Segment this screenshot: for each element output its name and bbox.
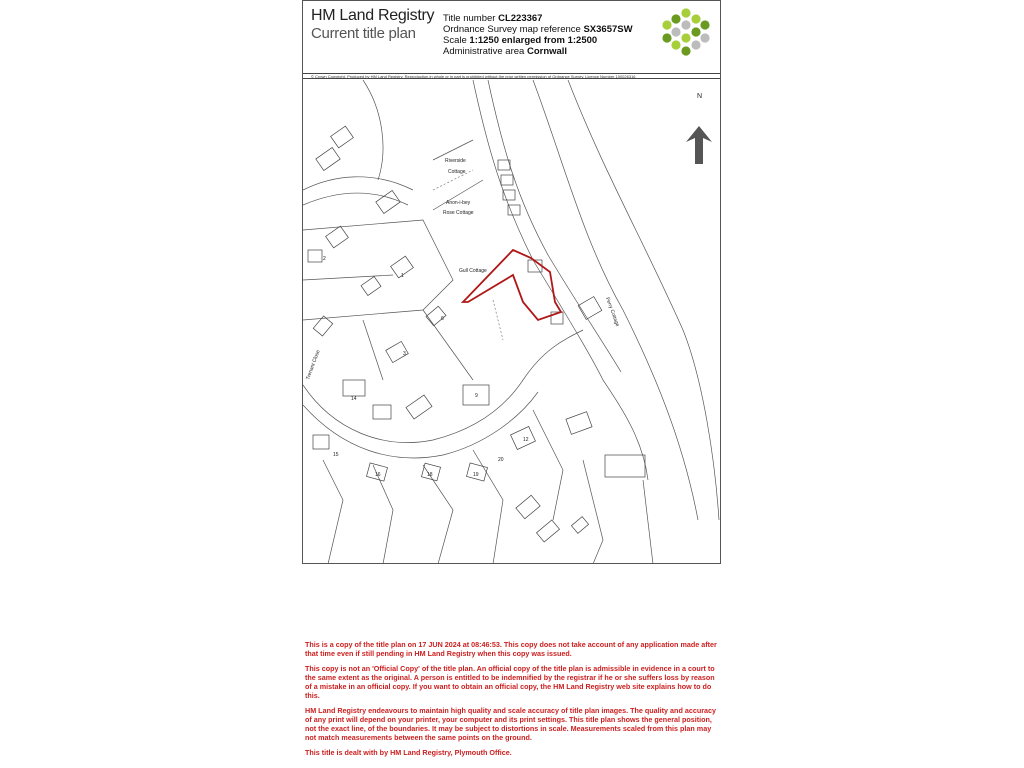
building — [406, 395, 432, 419]
label-house-18: 18 — [427, 472, 433, 478]
building — [605, 455, 645, 477]
label-house-6: 6 — [441, 316, 444, 322]
label-house-3: 3 — [403, 351, 406, 357]
boundary-line — [423, 465, 453, 564]
building — [331, 126, 354, 148]
hm-land-registry-logo-icon — [661, 7, 711, 57]
upper-road — [303, 177, 413, 190]
title-number-label: Title number — [443, 13, 496, 24]
riverside-lane — [473, 80, 648, 480]
title-plan-notice — [305, 640, 720, 763]
boundary-line — [433, 140, 473, 160]
title-boundary — [463, 250, 561, 320]
title-number: CL223367 — [498, 13, 543, 24]
building — [361, 276, 381, 295]
notice-office: This title is dealt with by HM Land Registry, Plymouth Office. — [305, 748, 512, 757]
label-house-9: 9 — [475, 393, 478, 399]
boundary-line — [583, 460, 603, 564]
boundary-line — [323, 460, 343, 564]
label-house-20: 20 — [498, 457, 504, 463]
north-lane — [363, 80, 383, 180]
river-bank-west — [533, 80, 698, 520]
brand-name: HM Land Registry — [311, 7, 435, 24]
building — [501, 175, 513, 185]
building — [313, 435, 329, 449]
building — [308, 250, 322, 262]
label-anon-i-bey: Anon-i-bey — [446, 200, 471, 206]
admin-area-row — [443, 46, 567, 57]
building — [373, 405, 391, 419]
label-house-2: 2 — [323, 256, 326, 262]
label-house-1: 1 — [401, 273, 404, 279]
notice-official-copy: This copy is not an 'Official Copy' of the title plan. An official copy of the title plan is admissible in evidence in a court to the same extent as the original. A person is entitled to be indemnified by the registrar if he or she suffers loss by reason of a mistake in an official copy. If you want to obtain an official copy, the HM Land Registry web site explains how to do this. — [305, 664, 715, 700]
label-gull-cottage: Gull Cottage — [459, 268, 487, 274]
label-trenant-close: Trenant Close — [305, 349, 322, 381]
boundary-line — [373, 465, 393, 564]
building — [578, 297, 602, 320]
boundary-line — [303, 275, 393, 280]
boundary-line — [473, 450, 503, 564]
document-type: Current title plan — [311, 25, 416, 42]
scale-label: Scale — [443, 35, 467, 46]
label-house-14: 14 — [351, 396, 357, 402]
os-ref-row — [443, 24, 633, 35]
building — [571, 517, 588, 534]
label-house-19: 19 — [473, 472, 479, 478]
admin-area-label: Administrative area — [443, 46, 525, 57]
ordnance-survey-map — [303, 80, 720, 564]
building — [498, 160, 510, 170]
os-ref-label: Ordnance Survey map reference — [443, 24, 581, 35]
label-riverside-2: Cottage — [448, 169, 466, 175]
label-house-15: 15 — [333, 452, 339, 458]
notice-accuracy: HM Land Registry endeavours to maintain high quality and scale accuracy of title plan images. The quality and accuracy of any print will depend on your printer, your computer and its print settings. This title plan shows the general position, not the exact line, of the boundaries. It may be subject to distortions in scale. Measurements scaled from this plan may not match measurements between the same points on the ground. — [305, 706, 716, 742]
building — [536, 520, 559, 542]
north-arrow-icon — [686, 126, 712, 164]
scale-value: 1:1250 enlarged from 1:2500 — [469, 35, 598, 46]
building — [343, 380, 365, 396]
riverside-lane-edge — [488, 80, 621, 372]
building — [376, 191, 400, 214]
north-label: N — [697, 93, 703, 100]
label-ferry-cottage: Ferry Cottage — [604, 296, 621, 328]
title-number-row — [443, 13, 542, 24]
building — [566, 412, 592, 435]
plan-header — [303, 1, 720, 73]
boundary-line — [363, 320, 383, 380]
os-ref: SX3657SW — [583, 24, 633, 35]
building — [316, 148, 340, 171]
label-house-12: 12 — [523, 437, 529, 443]
boundary-line — [303, 220, 453, 320]
label-house-16: 16 — [375, 472, 381, 478]
building — [326, 226, 349, 248]
title-plan-sheet — [302, 0, 721, 564]
scale-row — [443, 35, 597, 46]
notice-copy-date: This is a copy of the title plan on 17 JUN 2024 at 08:46:53. This copy does not take account of any application made after that time even if still pending in HM Land Registry when this copy was issued. — [305, 640, 717, 658]
label-rose-cottage: Rose Cottage — [443, 210, 474, 216]
label-riverside: Riverside — [445, 158, 466, 164]
dashed-path — [493, 300, 503, 340]
building — [508, 205, 520, 215]
admin-area: Cornwall — [526, 46, 568, 57]
boundary-line — [423, 310, 473, 380]
boundary-line — [533, 410, 563, 520]
boundary-line — [643, 480, 653, 564]
building — [516, 495, 540, 519]
upper-road-edge — [303, 193, 408, 205]
crown-copyright-notice: © Crown Copyright. Produced by HM Land Registry. Reproduction in whole or in part is prohibited without the prior written permission of Ordnance Survey. Licence Number 100026316 — [303, 73, 720, 79]
cul-de-sac-road-edge — [303, 392, 538, 458]
